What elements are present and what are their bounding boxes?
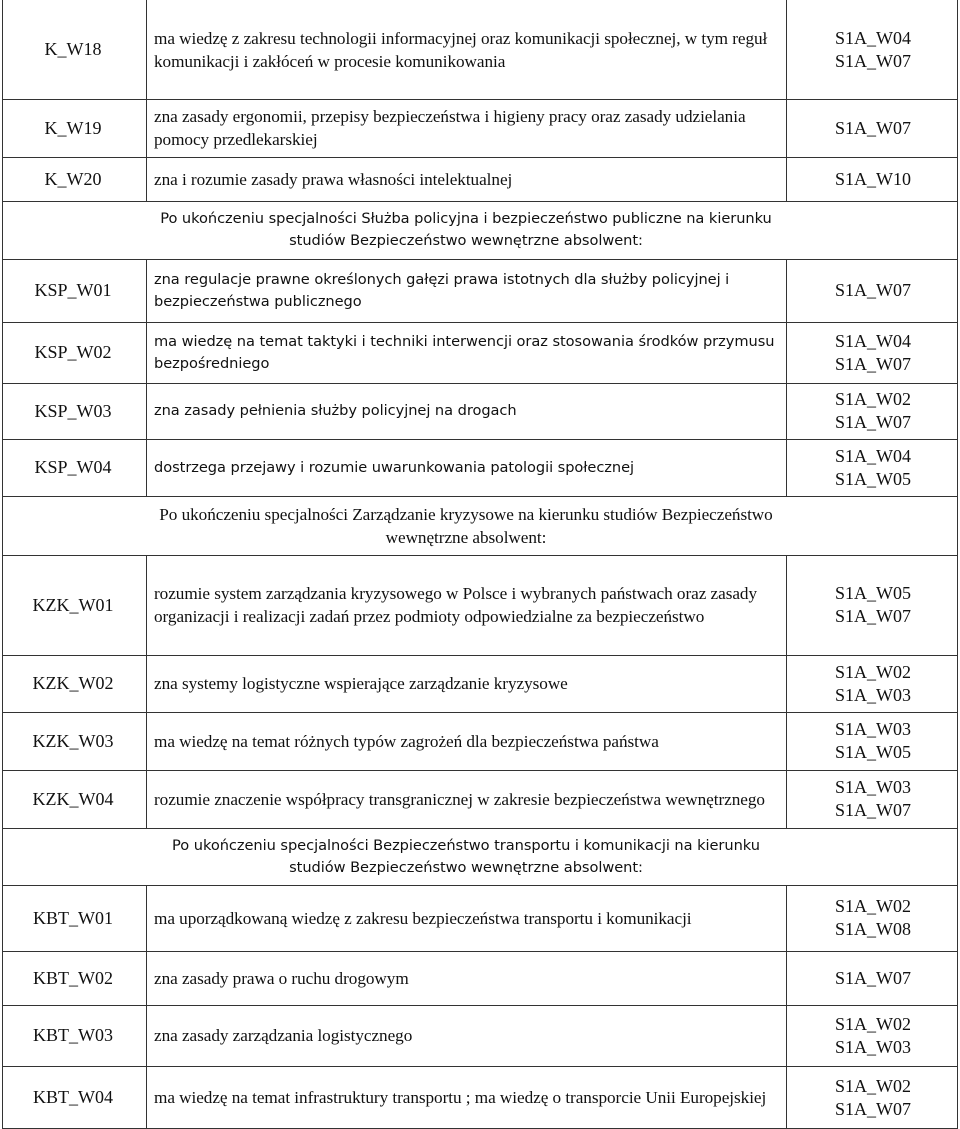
reference-code: S1A_W05	[835, 742, 911, 762]
outcome-references	[786, 712, 960, 770]
reference-code: S1A_W07	[835, 1098, 911, 1119]
table-border	[2, 655, 958, 656]
table-border	[2, 157, 958, 158]
table-border	[2, 259, 958, 260]
outcome-code: K_W20	[44, 168, 102, 189]
outcome-references	[786, 99, 960, 157]
reference-code: S1A_W07	[835, 800, 911, 820]
outcome-description-text: zna regulacje prawne określonych gałęzi prawa istotnych dla służby policyjnej i bezpieczeństwa publicznego	[154, 270, 730, 310]
reference-code: S1A_W03	[835, 684, 911, 705]
table-row	[0, 951, 960, 1005]
outcome-code: KZK_W01	[32, 594, 114, 615]
outcome-code: KSP_W02	[34, 342, 112, 362]
table-border	[2, 885, 958, 886]
section-header	[146, 496, 786, 555]
reference-code: S1A_W08	[835, 919, 911, 939]
outcome-description	[146, 439, 786, 496]
reference-code: S1A_W07	[835, 280, 911, 300]
outcome-description	[146, 712, 786, 770]
table-border	[2, 383, 958, 384]
outcome-references	[786, 383, 960, 439]
reference-code: S1A_W04	[835, 330, 911, 351]
table-border	[2, 1005, 958, 1006]
table-row	[0, 555, 960, 655]
table-border	[2, 0, 3, 1129]
reference-code: S1A_W02	[835, 661, 911, 682]
table-row	[0, 259, 960, 322]
table-border	[2, 201, 958, 202]
outcome-code: KBT_W02	[33, 967, 113, 988]
reference-code: S1A_W07	[835, 412, 911, 432]
reference-code: S1A_W07	[835, 117, 911, 138]
table-row	[0, 99, 960, 157]
outcome-references	[786, 259, 960, 322]
table-border	[146, 259, 147, 496]
section-header-text: Po ukończeniu specjalności Służba policyjna i bezpieczeństwo publiczne na kierunku studiów Bezpieczeństwo wewnętrzne absolwent:	[160, 210, 772, 249]
outcome-description	[146, 951, 786, 1005]
table-row	[0, 655, 960, 712]
section-header	[146, 828, 786, 885]
outcome-description	[146, 770, 786, 828]
outcome-references	[786, 555, 960, 655]
outcome-code: KZK_W04	[32, 788, 114, 809]
outcome-description	[146, 555, 786, 655]
reference-code: S1A_W02	[835, 896, 911, 916]
reference-code: S1A_W03	[835, 777, 911, 797]
outcome-references	[786, 1005, 960, 1066]
section-header-text: Po ukończeniu specjalności Zarządzanie kryzysowe na kierunku studiów Bezpieczeństwo wewnętrzne absolwent:	[159, 504, 773, 547]
table-border	[146, 885, 147, 1129]
table-row	[0, 712, 960, 770]
reference-code: S1A_W02	[835, 1075, 911, 1096]
table-border	[146, 0, 147, 201]
outcome-code: KZK_W03	[32, 730, 114, 751]
outcome-description	[146, 322, 786, 383]
section-header-text: Po ukończeniu specjalności Bezpieczeństwo transportu i komunikacji na kierunku studiów Bezpieczeństwo wewnętrzne absolwent:	[172, 836, 760, 876]
outcome-description	[146, 99, 786, 157]
table-border	[2, 770, 958, 771]
table-border	[2, 439, 958, 440]
outcome-references	[786, 770, 960, 828]
outcome-references	[786, 322, 960, 383]
outcome-description	[146, 0, 786, 99]
outcome-references	[786, 1066, 960, 1129]
outcome-code: KZK_W02	[32, 673, 114, 693]
table-border	[2, 496, 958, 497]
outcome-code: K_W19	[44, 117, 102, 138]
table-border	[2, 712, 958, 713]
outcome-description-text: zna systemy logistyczne wspierające zarządzanie kryzysowe	[154, 674, 568, 693]
outcome-description-text: rozumie system zarządzania kryzysowego w Polsce i wybranych państwach oraz zasady organizacji i realizacji zadań przez podmioty odpowiedzialne za bezpieczeństwo	[154, 584, 758, 626]
outcome-code: KSP_W01	[34, 280, 112, 300]
reference-code: S1A_W10	[835, 168, 911, 189]
outcome-code: KBT_W03	[33, 1025, 113, 1045]
outcome-references	[786, 157, 960, 201]
outcome-references	[786, 885, 960, 951]
section-header	[146, 201, 786, 259]
table-border	[2, 828, 958, 829]
outcome-description	[146, 157, 786, 201]
table-border	[2, 951, 958, 952]
table-border	[786, 0, 787, 201]
table-row	[0, 885, 960, 951]
outcome-description	[146, 1005, 786, 1066]
reference-code: S1A_W04	[835, 27, 911, 48]
table-border	[2, 99, 958, 100]
table-row	[0, 1005, 960, 1066]
reference-code: S1A_W02	[835, 1013, 911, 1034]
outcome-code: KBT_W01	[33, 907, 113, 928]
table-border	[786, 555, 787, 828]
outcome-references	[786, 0, 960, 99]
outcome-description-text: zna i rozumie zasady prawa własności intelektualnej	[154, 169, 513, 189]
table-border	[2, 555, 958, 556]
outcome-description	[146, 1066, 786, 1129]
table-border	[146, 555, 147, 828]
table-border	[957, 0, 958, 1129]
outcome-description-text: ma uporządkowaną wiedzę z zakresu bezpieczeństwa transportu i komunikacji	[154, 908, 692, 928]
outcome-references	[786, 655, 960, 712]
table-border	[786, 885, 787, 1129]
outcome-description	[146, 885, 786, 951]
outcome-description-text: ma wiedzę na temat infrastruktury transportu ; ma wiedzę o transporcie Unii Europejskiej	[154, 1088, 767, 1107]
table-row	[0, 322, 960, 383]
reference-code: S1A_W07	[835, 606, 911, 626]
outcome-description-text: zna zasady ergonomii, przepisy bezpieczeństwa i higieny pracy oraz zasady udzielania pomocy przedlekarskiej	[154, 107, 746, 149]
reference-code: S1A_W04	[835, 445, 911, 466]
outcome-description-text: ma wiedzę na temat różnych typów zagrożeń dla bezpieczeństwa państwa	[154, 731, 659, 751]
outcome-description-text: ma wiedzę z zakresu technologii informacyjnej oraz komunikacji społecznej, w tym reguł komunikacji i zakłóceń w procesie komunikowania	[154, 28, 768, 71]
table-row	[0, 383, 960, 439]
outcome-description	[146, 655, 786, 712]
outcome-references	[786, 951, 960, 1005]
reference-code: S1A_W07	[835, 353, 911, 374]
section-header-row	[0, 496, 960, 555]
reference-code: S1A_W02	[835, 389, 911, 409]
table-row	[0, 770, 960, 828]
outcome-description-text: dostrzega przejawy i rozumie uwarunkowania patologii społecznej	[154, 458, 635, 476]
outcome-references	[786, 439, 960, 496]
table-row	[0, 0, 960, 99]
section-header-row	[0, 201, 960, 259]
reference-code: S1A_W07	[835, 967, 911, 988]
outcome-code: KSP_W03	[34, 400, 112, 421]
outcome-code: KSP_W04	[34, 457, 112, 477]
outcome-description-text: rozumie znaczenie współpracy transgranicznej w zakresie bezpieczeństwa wewnętrznego	[154, 789, 765, 809]
outcome-description	[146, 383, 786, 439]
reference-code: S1A_W05	[835, 468, 911, 489]
outcome-description-text: ma wiedzę na temat taktyki i techniki interwencji oraz stosowania środków przymusu bezpośredniego	[154, 332, 775, 372]
outcome-description-text: zna zasady pełnienia służby policyjnej na drogach	[154, 402, 517, 419]
reference-code: S1A_W03	[835, 1036, 911, 1057]
table-row	[0, 1066, 960, 1129]
table-border	[786, 259, 787, 496]
table-border	[2, 1066, 958, 1067]
reference-code: S1A_W05	[835, 583, 911, 603]
outcome-description	[146, 259, 786, 322]
table-row	[0, 157, 960, 201]
reference-code: S1A_W03	[835, 719, 911, 739]
outcome-code: K_W18	[44, 39, 102, 59]
outcome-description-text: zna zasady zarządzania logistycznego	[154, 1026, 413, 1045]
outcome-code: KBT_W04	[33, 1087, 113, 1107]
section-header-row	[0, 828, 960, 885]
table-row	[0, 439, 960, 496]
table-border	[2, 322, 958, 323]
reference-code: S1A_W07	[835, 50, 911, 71]
outcome-description-text: zna zasady prawa o ruchu drogowym	[154, 968, 409, 988]
